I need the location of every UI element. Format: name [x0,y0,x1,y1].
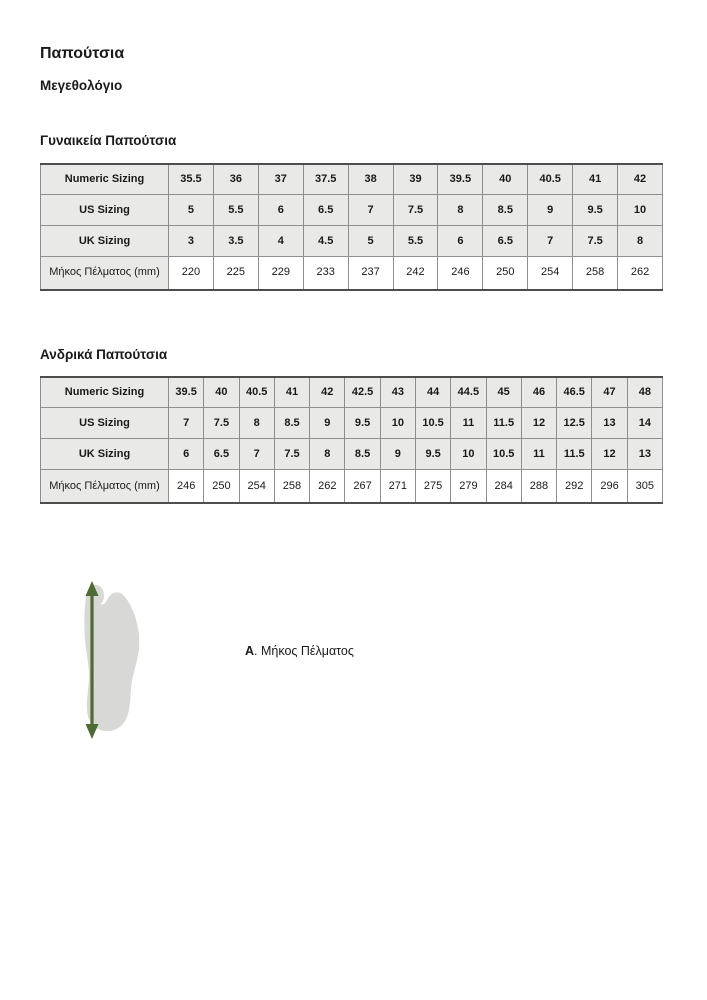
foot-length-caption [245,644,354,659]
size-value-cell: 6 [438,226,483,257]
row-label: Μήκος Πέλματος (mm) [41,257,169,290]
page-title: Παπούτσια [40,45,125,62]
size-value-cell: 46.5 [557,377,592,408]
sole-length-cell: 292 [557,470,592,503]
caption-letter: Α [245,643,255,658]
size-value-cell: 44 [415,377,450,408]
size-value-cell: 10 [618,195,663,226]
size-value-cell: 37.5 [303,164,348,195]
sole-length-cell: 233 [303,257,348,290]
row-label: UK Sizing [41,226,169,257]
size-value-cell: 11 [521,439,556,470]
sole-length-cell: 225 [213,257,258,290]
size-value-cell: 39.5 [438,164,483,195]
size-value-cell: 37 [258,164,303,195]
size-value-cell: 6.5 [483,226,528,257]
sole-length-cell: 271 [380,470,415,503]
size-value-cell: 11 [451,408,486,439]
size-value-cell: 40 [204,377,239,408]
women-sizing-table [40,163,663,291]
sole-length-cell: 296 [592,470,627,503]
size-value-cell: 47 [592,377,627,408]
foot-measure-illustration [73,580,148,740]
sole-length-cell: 262 [310,470,345,503]
size-value-cell: 38 [348,164,393,195]
size-value-cell: 43 [380,377,415,408]
row-label: US Sizing [41,195,169,226]
sole-length-cell: 275 [415,470,450,503]
size-value-cell: 10 [451,439,486,470]
row-label: Μήκος Πέλματος (mm) [41,470,169,503]
size-value-cell: 13 [627,439,662,470]
size-value-cell: 3.5 [213,226,258,257]
size-value-cell: 3 [169,226,214,257]
size-value-cell: 9 [380,439,415,470]
size-value-cell: 12 [592,439,627,470]
size-value-cell: 11.5 [557,439,592,470]
size-value-cell: 10.5 [486,439,521,470]
size-value-cell: 4 [258,226,303,257]
men-sizing-table [40,376,663,504]
size-value-cell: 9 [528,195,573,226]
size-value-cell: 42 [310,377,345,408]
size-value-cell: 8.5 [274,408,309,439]
size-value-cell: 7.5 [393,195,438,226]
row-label: US Sizing [41,408,169,439]
size-value-cell: 6 [258,195,303,226]
sole-length-cell: 288 [521,470,556,503]
size-value-cell: 13 [592,408,627,439]
sole-length-cell: 246 [169,470,204,503]
size-value-cell: 7 [169,408,204,439]
size-value-cell: 45 [486,377,521,408]
size-value-cell: 5 [169,195,214,226]
size-value-cell: 40 [483,164,528,195]
table-row [41,408,663,439]
table-row [41,470,663,503]
size-value-cell: 8 [438,195,483,226]
sole-length-cell: 250 [204,470,239,503]
size-value-cell: 6.5 [204,439,239,470]
size-value-cell: 4.5 [303,226,348,257]
sole-length-cell: 254 [528,257,573,290]
table-row [41,439,663,470]
size-value-cell: 8.5 [345,439,380,470]
size-value-cell: 8 [618,226,663,257]
size-value-cell: 11.5 [486,408,521,439]
size-value-cell: 7.5 [204,408,239,439]
size-value-cell: 44.5 [451,377,486,408]
size-value-cell: 9.5 [415,439,450,470]
size-value-cell: 7 [239,439,274,470]
page-subtitle: Μεγεθολόγιο [40,78,123,94]
sole-length-cell: 237 [348,257,393,290]
size-value-cell: 5.5 [393,226,438,257]
size-value-cell: 10 [380,408,415,439]
size-value-cell: 7 [528,226,573,257]
table-row [41,164,663,195]
sole-length-cell: 262 [618,257,663,290]
sole-length-cell: 250 [483,257,528,290]
size-value-cell: 12.5 [557,408,592,439]
size-value-cell: 40.5 [239,377,274,408]
size-value-cell: 8.5 [483,195,528,226]
measure-arrow-head-bottom [86,724,99,739]
size-value-cell: 8 [239,408,274,439]
size-value-cell: 42 [618,164,663,195]
row-label: Numeric Sizing [41,377,169,408]
size-value-cell: 14 [627,408,662,439]
sole-length-cell: 246 [438,257,483,290]
size-value-cell: 7 [348,195,393,226]
sole-length-cell: 220 [169,257,214,290]
size-value-cell: 9 [310,408,345,439]
size-value-cell: 12 [521,408,556,439]
size-value-cell: 35.5 [169,164,214,195]
size-value-cell: 6 [169,439,204,470]
size-value-cell: 5.5 [213,195,258,226]
foot-length-diagram [40,580,667,750]
size-value-cell: 40.5 [528,164,573,195]
size-value-cell: 5 [348,226,393,257]
sole-length-cell: 305 [627,470,662,503]
size-value-cell: 9.5 [345,408,380,439]
sole-length-cell: 258 [274,470,309,503]
row-label: UK Sizing [41,439,169,470]
size-value-cell: 41 [573,164,618,195]
women-section-heading: Γυναικεία Παπούτσια [40,133,177,149]
size-value-cell: 41 [274,377,309,408]
size-value-cell: 6.5 [303,195,348,226]
men-section-heading: Ανδρικά Παπούτσια [40,346,168,362]
sole-length-cell: 254 [239,470,274,503]
table-row [41,377,663,408]
size-value-cell: 48 [627,377,662,408]
table-row [41,195,663,226]
size-value-cell: 8 [310,439,345,470]
sole-length-cell: 229 [258,257,303,290]
size-value-cell: 39 [393,164,438,195]
size-value-cell: 7.5 [274,439,309,470]
size-value-cell: 39.5 [169,377,204,408]
table-row [41,257,663,290]
size-value-cell: 10.5 [415,408,450,439]
sole-length-cell: 258 [573,257,618,290]
row-label: Numeric Sizing [41,164,169,195]
table-row [41,226,663,257]
size-value-cell: 46 [521,377,556,408]
sole-length-cell: 284 [486,470,521,503]
size-value-cell: 9.5 [573,195,618,226]
sole-length-cell: 279 [451,470,486,503]
sole-length-cell: 267 [345,470,380,503]
sole-length-cell: 242 [393,257,438,290]
caption-text: . Μήκος Πέλματος [254,643,354,658]
size-value-cell: 7.5 [573,226,618,257]
size-value-cell: 42.5 [345,377,380,408]
size-value-cell: 36 [213,164,258,195]
